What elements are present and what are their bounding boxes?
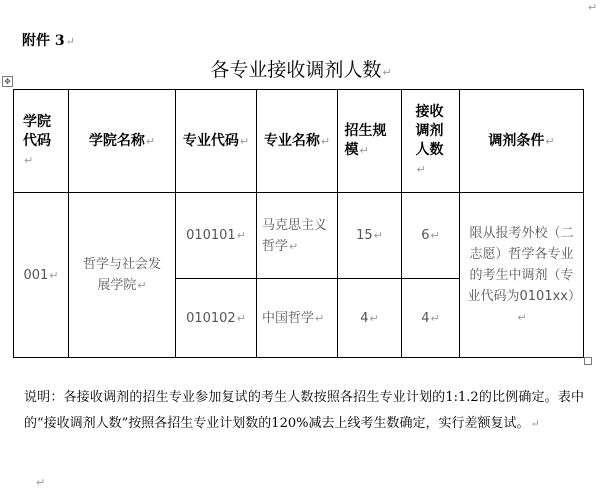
explanation-note-text: 说明：各接收调剂的招生专业参加复试的考生人数按照各招生专业计划的1:1.2的比例确定。表中的“接收调剂人数”按照各招生专业计划数的120%减去上线考生数确定，实行差额复试。 [24, 390, 584, 431]
table-header-row [14, 90, 584, 193]
major-name-cell: 马克思主义哲学↵ [257, 193, 338, 279]
major-name-cell: 中国哲学↵ [257, 279, 338, 358]
document-title-text: 各专业接收调剂人数 [210, 59, 382, 81]
paragraph-mark: ↵ [588, 1, 598, 14]
college-code-cell: 001↵ [14, 193, 69, 358]
paragraph-mark: ↵ [382, 66, 392, 79]
enrollment-cell: 4↵ [338, 279, 402, 358]
paragraph-mark: ↵ [36, 476, 46, 489]
header-major-code: 专业代码↵ [176, 90, 257, 193]
table-resize-handle[interactable] [584, 357, 592, 365]
table-move-handle-icon[interactable]: ✥ [2, 76, 13, 87]
paragraph-mark: ↵ [530, 417, 540, 430]
header-conditions: 调剂条件↵ [460, 90, 584, 193]
conditions-cell: 限从报考外校（二志愿）哲学各专业的考生中调剂（专业代码为0101xx）↵ [460, 193, 584, 358]
enrollment-cell: 15↵ [338, 193, 402, 279]
transfer-quota-table [13, 89, 584, 358]
header-major-name: 专业名称↵ [257, 90, 338, 193]
document-title [0, 55, 602, 82]
college-name-cell: 哲学与社会发展学院↵ [69, 193, 176, 358]
transfer-count-cell: 6↵ [402, 193, 460, 279]
table-row [14, 193, 584, 279]
major-code-cell: 010101↵ [176, 193, 257, 279]
header-college-name: 学院名称↵ [69, 90, 176, 193]
major-code-cell: 010102↵ [176, 279, 257, 358]
header-enrollment: 招生规模↵ [338, 90, 402, 193]
transfer-count-cell: 4↵ [402, 279, 460, 358]
header-transfer-count: 接收调剂人数↵ [402, 90, 460, 193]
paragraph-mark: ↵ [65, 35, 75, 48]
header-college-code: 学院代码↵ [14, 90, 69, 193]
attachment-label [22, 30, 75, 50]
explanation-note [24, 385, 584, 437]
attachment-label-text: 附件 3 [22, 33, 65, 49]
